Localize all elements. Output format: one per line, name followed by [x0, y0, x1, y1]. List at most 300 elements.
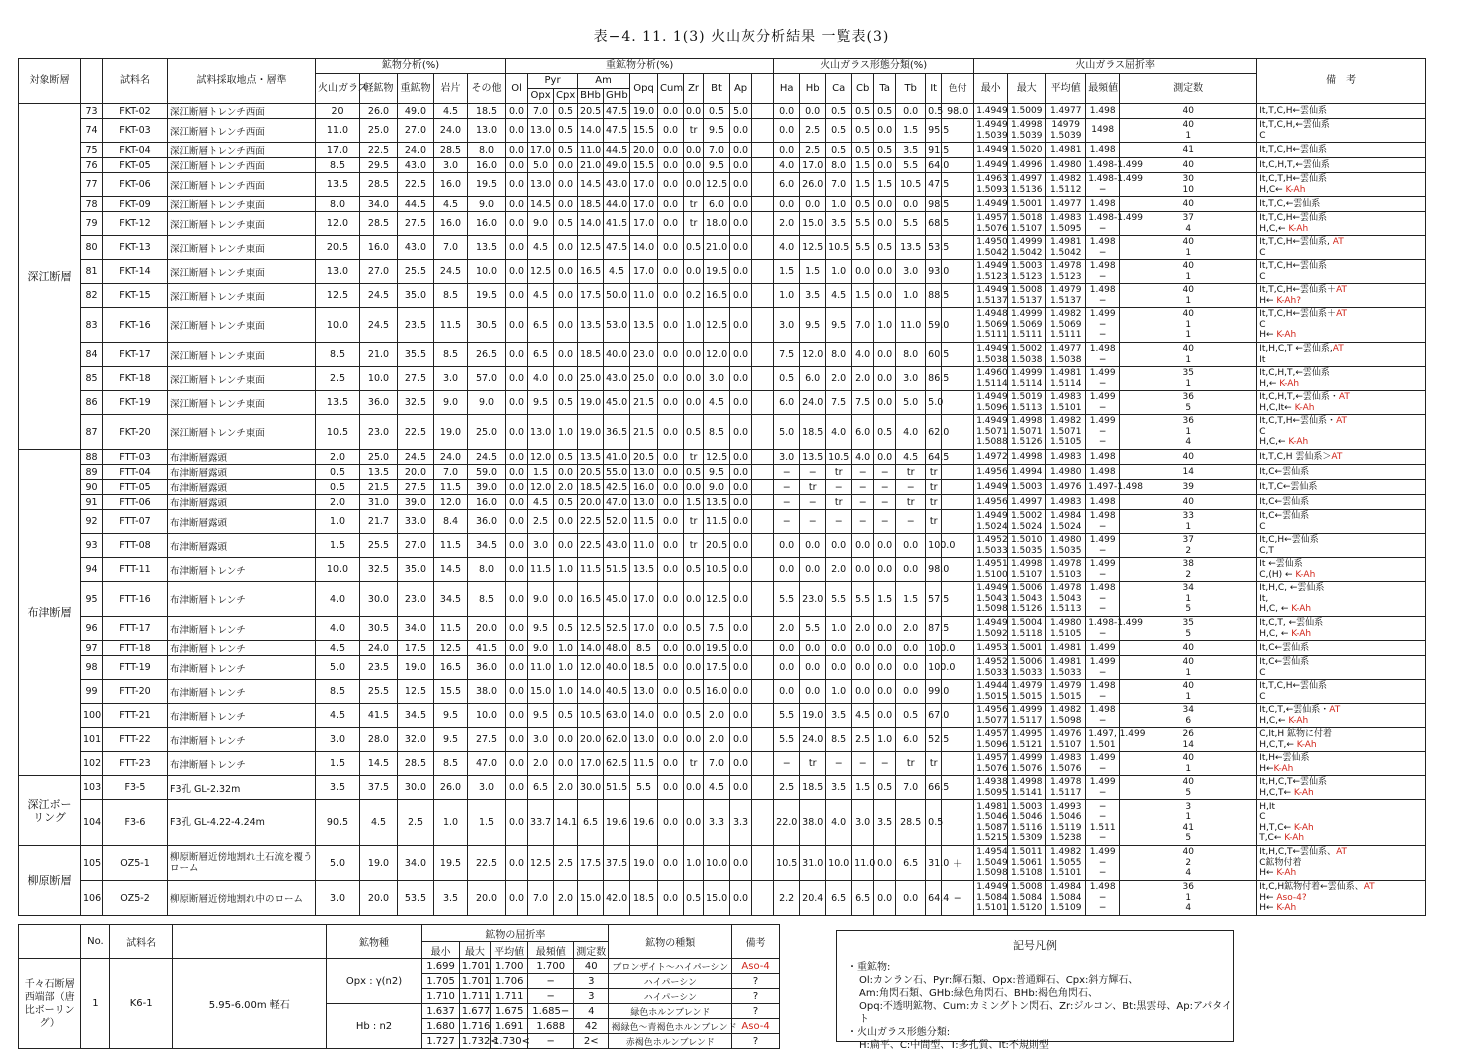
shape-value: 0.0: [874, 450, 896, 465]
heavy-value: tr: [684, 510, 704, 534]
heavy-value: 0.0: [658, 197, 684, 212]
row-no: 95: [81, 582, 103, 617]
heavy-value: 0.0: [506, 143, 528, 158]
remark-tephra: K-Ah: [1291, 628, 1312, 639]
heavy-value: 0.0: [730, 197, 752, 212]
refraction-line: 1.4982: [1049, 705, 1082, 715]
shape-value: 8.0: [826, 158, 852, 173]
heavy-extra: [752, 582, 774, 617]
symbol-legend: [836, 930, 1234, 1051]
refraction-line: 1: [1185, 378, 1192, 389]
shape-value: 3.0: [896, 260, 926, 284]
shape-value: 4.0: [852, 450, 874, 465]
heavy-value: 0.0: [554, 582, 578, 617]
remark-text: It,T,C,←雲仙系: [1259, 198, 1321, 209]
table-row: [19, 236, 1426, 260]
shape-value: 4.0: [896, 415, 926, 450]
refraction-line: 1: [1185, 521, 1192, 532]
heavy-value: 0.0: [506, 641, 528, 656]
heavy-value: 11.0: [630, 534, 658, 558]
refraction-line: 1.5123: [1010, 271, 1043, 282]
refraction-line: 40: [1182, 285, 1194, 295]
heavy-extra: [752, 173, 774, 197]
heavy-value: 0.0: [554, 343, 578, 367]
mineral-value: 13.0: [468, 119, 506, 143]
row-no: 88: [81, 450, 103, 465]
shape-value: −: [800, 465, 826, 480]
shape-value: 15.0: [800, 212, 826, 236]
heavy-value: 0.0: [506, 173, 528, 197]
refraction-line: 1.4949: [976, 481, 1008, 492]
heavy-value: 0.0: [506, 415, 528, 450]
refraction-value: [1008, 197, 1046, 212]
row-remarks: [1257, 752, 1426, 776]
shape-value: 0.0: [874, 534, 896, 558]
refraction-line: 1.4999: [1010, 368, 1043, 378]
heavy-value: 0.0: [684, 776, 704, 800]
shape-value: −: [852, 510, 874, 534]
header-remarks: 備 考: [1257, 59, 1426, 104]
row-location: 布津断層露頭: [168, 534, 316, 558]
heavy-value: 16.0: [704, 680, 730, 704]
refraction-line: 1.5008: [1010, 882, 1043, 893]
refraction-value: [1046, 236, 1086, 260]
heavy-value: 0.0: [506, 752, 528, 776]
header-sample: 試料名: [103, 59, 168, 104]
heavy-value: 4.5: [704, 391, 730, 415]
refraction-value: [1086, 534, 1120, 558]
header-location: 試料採取地点・層準: [168, 59, 316, 104]
refraction-line: 1.5018: [1010, 213, 1043, 223]
heavy-value: 11.0: [630, 284, 658, 308]
header-heavy-extra: [752, 74, 774, 104]
shape-value: 7.5: [774, 343, 800, 367]
shape-value: 0.5: [774, 367, 800, 391]
shape-value: 17.0: [800, 158, 826, 173]
shape-value: −: [774, 510, 800, 534]
refraction-line: 1.5114: [976, 378, 1008, 389]
refraction-line: −: [1098, 604, 1107, 615]
heavy-value: 0.0: [554, 236, 578, 260]
shape-value: −: [874, 510, 896, 534]
heavy-extra: [752, 846, 774, 881]
row-remarks: [1257, 510, 1426, 534]
heavy-value: 13.5: [578, 308, 604, 343]
heavy-value: 2.0: [554, 881, 578, 916]
row-remarks: [1257, 308, 1426, 343]
remark-text: It,C←雲仙系: [1259, 642, 1310, 653]
heavy-value: 4.5: [704, 776, 730, 800]
table-row: [19, 260, 1426, 284]
refraction-value: [1046, 343, 1086, 367]
refraction-line: 1.5009: [1010, 105, 1043, 116]
shape-value: 100.0: [926, 641, 942, 656]
shape-value: 0.0: [874, 656, 896, 680]
remark-text: It,: [1259, 593, 1269, 604]
bt-mineral: Opx : γ(n2): [326, 959, 422, 1004]
row-no: 96: [81, 617, 103, 641]
refraction-line: 1.5042: [1049, 247, 1082, 258]
refraction-line: 1.5006: [1010, 657, 1043, 667]
refraction-line: 1.511: [1089, 822, 1116, 833]
shape-value: 8.5: [826, 728, 852, 752]
shape-value: 0.0: [874, 197, 896, 212]
refraction-line: 14979: [1051, 120, 1080, 130]
shape-value: tr: [896, 752, 926, 776]
shape-value: 0.0: [896, 104, 926, 119]
refraction-value: [1008, 158, 1046, 173]
refraction-value: [1046, 260, 1086, 284]
shape-value: 13.5: [800, 450, 826, 465]
heavy-extra: [752, 260, 774, 284]
refraction-value: [974, 846, 1008, 881]
heavy-value: 0.0: [730, 534, 752, 558]
bt-header-no: No.: [81, 925, 110, 959]
shape-value: tr: [926, 752, 942, 776]
heavy-value: 13.0: [630, 465, 658, 480]
shape-value: 10.0: [826, 846, 852, 881]
refraction-value: [974, 284, 1008, 308]
heavy-value: 12.5: [704, 582, 730, 617]
refraction-line: −: [1098, 247, 1107, 258]
shape-value: 7.0: [896, 776, 926, 800]
heavy-value: 0.0: [658, 534, 684, 558]
mineral-value: 28.5: [360, 173, 398, 197]
mineral-value: 19.0: [398, 656, 434, 680]
row-location: 深江断層トレンチ西面: [168, 143, 316, 158]
table-row: [19, 158, 1426, 173]
mineral-value: 22.5: [398, 173, 434, 197]
mineral-value: 53.5: [398, 881, 434, 916]
refraction-value: [1086, 510, 1120, 534]
remark-text: It,C,H,T,←雲仙系: [1259, 159, 1330, 170]
heavy-value: 0.0: [684, 260, 704, 284]
heavy-value: 47.5: [604, 119, 630, 143]
header-heavy: 重鉱物分析(%): [506, 59, 774, 74]
heavy-extra: [752, 143, 774, 158]
shape-value: 0.0: [896, 881, 926, 916]
heavy-value: 0.0: [658, 881, 684, 916]
row-remarks: [1257, 343, 1426, 367]
header-shape-7: 色付: [942, 74, 974, 104]
remark-text: C: [1259, 130, 1266, 141]
refraction-line: 1.4996: [1010, 159, 1043, 170]
bt-value: ハイパーシン: [609, 989, 732, 1004]
row-location: 布津断層トレンチ: [168, 582, 316, 617]
heavy-value: 0.0: [730, 656, 752, 680]
refraction-line: 40: [1182, 237, 1194, 247]
heavy-value: 0.0: [506, 343, 528, 367]
refraction-value: [1008, 343, 1046, 367]
shape-value: 2.0: [774, 617, 800, 641]
refraction-line: 1.5046: [1010, 812, 1043, 822]
shape-value: [942, 465, 974, 480]
refraction-value: [974, 704, 1008, 728]
heavy-value: 0.0: [506, 582, 528, 617]
heavy-value: 62.0: [604, 728, 630, 752]
heavy-value: 0.0: [730, 367, 752, 391]
refraction-line: 1.5121: [1010, 739, 1043, 750]
refraction-line: 1.4949: [976, 392, 1008, 402]
refraction-value: [1008, 415, 1046, 450]
refraction-line: 1.5038: [976, 354, 1008, 365]
refraction-value: [974, 800, 1008, 846]
shape-value: 0.5: [874, 236, 896, 260]
refraction-line: 1.4983: [1049, 213, 1082, 223]
table-row: [19, 846, 1426, 881]
refraction-line: −: [1098, 426, 1107, 437]
heavy-value: 17.0: [630, 173, 658, 197]
header-heavy-6: Bt: [704, 74, 730, 104]
refraction-line: 1.499: [1089, 392, 1116, 402]
remark-tephra: AT: [1336, 309, 1348, 320]
table-row: [19, 143, 1426, 158]
refraction-line: 40: [1182, 777, 1194, 787]
heavy-value: 53.0: [604, 308, 630, 343]
refraction-line: 1.5123: [976, 271, 1008, 282]
mineral-value: 27.0: [360, 260, 398, 284]
row-sample: FKT-09: [103, 197, 168, 212]
shape-value: 64.4: [926, 881, 942, 916]
mineral-value: 3.0: [434, 367, 468, 391]
refraction-value: [1046, 680, 1086, 704]
heavy-value: 0.0: [554, 534, 578, 558]
mineral-value: 27.5: [398, 212, 434, 236]
remark-line: [1259, 882, 1423, 893]
bt-mineral: Hb : n2: [326, 1004, 422, 1049]
shape-value: 0.0: [896, 534, 926, 558]
mineral-value: 26.0: [434, 776, 468, 800]
refraction-value: [1120, 656, 1257, 680]
mineral-value: 33.0: [398, 510, 434, 534]
refraction-line: 1: [1185, 247, 1192, 258]
heavy-value: 18.5: [630, 656, 658, 680]
mineral-value: 8.4: [434, 510, 468, 534]
refraction-value: [1008, 367, 1046, 391]
refraction-line: 1.4984: [1049, 511, 1082, 521]
refraction-line: 1.5126: [1010, 437, 1043, 448]
refraction-value: [1120, 308, 1257, 343]
refraction-line: 1.5113: [1010, 402, 1043, 413]
refraction-line: 1.4954: [976, 847, 1008, 858]
refraction-line: 41: [1182, 144, 1194, 155]
row-remarks: [1257, 391, 1426, 415]
mineral-value: 19.0: [360, 846, 398, 881]
refraction-line: 1.5084: [1049, 892, 1082, 903]
row-sample: FKT-02: [103, 104, 168, 119]
heavy-value: 15.0: [704, 881, 730, 916]
row-location: 布津断層露頭: [168, 510, 316, 534]
remark-text: It,C,H←雲仙系: [1259, 535, 1319, 545]
mineral-value: 10.0: [360, 367, 398, 391]
shape-value: 0.0: [800, 104, 826, 119]
heavy-value: 14.0: [578, 680, 604, 704]
shape-value: 1.0: [826, 260, 852, 284]
heavy-value: 0.0: [684, 173, 704, 197]
mineral-value: 21.5: [360, 480, 398, 495]
heavy-value: 1.0: [554, 656, 578, 680]
shape-value: 4.0: [774, 236, 800, 260]
refraction-value: [974, 465, 1008, 480]
remark-text: H←: [1259, 330, 1277, 341]
refraction-value: [1008, 236, 1046, 260]
refraction-line: 1.5003: [1010, 481, 1043, 492]
heavy-value: 16.5: [578, 260, 604, 284]
refraction-line: 1.497, 1.499: [1088, 729, 1146, 739]
shape-value: 95.5: [926, 119, 942, 143]
mineral-value: 28.0: [360, 728, 398, 752]
refraction-line: 40: [1182, 120, 1194, 130]
heavy-value: 2.5: [528, 510, 554, 534]
heavy-value: 43.0: [604, 367, 630, 391]
row-location: 深江断層トレンチ西面: [168, 173, 316, 197]
refraction-value: [1046, 415, 1086, 450]
refraction-line: 1.499: [1089, 416, 1116, 427]
table-row: [19, 197, 1426, 212]
mineral-value: 22.5: [360, 143, 398, 158]
shape-value: 0.0: [874, 212, 896, 236]
refraction-line: 1.5126: [1010, 604, 1043, 615]
refraction-line: 1.5077: [976, 715, 1008, 726]
heavy-value: 0.0: [730, 465, 752, 480]
remark-line: [1259, 106, 1423, 117]
refraction-value: [1086, 776, 1120, 800]
heavy-value: 0.0: [684, 343, 704, 367]
remark-tephra: K-Ah: [1288, 437, 1309, 448]
remark-line: [1259, 309, 1423, 320]
heavy-value: 52.5: [604, 617, 630, 641]
row-no: 104: [81, 800, 103, 846]
refraction-line: 1: [1185, 593, 1192, 604]
row-no: 78: [81, 197, 103, 212]
refraction-line: 1.498: [1089, 344, 1116, 354]
refraction-line: 1.4948: [976, 309, 1008, 320]
shape-value: 12.5: [800, 236, 826, 260]
refraction-value: [1086, 881, 1120, 916]
refraction-value: [1008, 308, 1046, 343]
heavy-value: 19.0: [630, 846, 658, 881]
remark-line: [1259, 467, 1423, 478]
refraction-value: [1046, 158, 1086, 173]
remark-line: [1259, 416, 1423, 427]
mineral-value: 20.0: [398, 465, 434, 480]
mineral-value: 26.5: [468, 343, 506, 367]
heavy-extra: [752, 158, 774, 173]
remark-line: [1259, 559, 1423, 570]
heavy-value: 9.0: [704, 480, 730, 495]
shape-value: 0.0: [874, 881, 896, 916]
shape-value: 88.5: [926, 284, 942, 308]
heavy-extra: [752, 495, 774, 510]
refraction-line: 1.4979: [1049, 681, 1082, 691]
mineral-value: 12.5: [316, 284, 360, 308]
shape-value: 3.0: [774, 450, 800, 465]
bt-value: 1.732<: [459, 1034, 490, 1049]
mineral-value: 4.0: [316, 617, 360, 641]
heavy-value: 0.0: [506, 704, 528, 728]
heavy-value: 55.0: [604, 465, 630, 480]
refraction-line: −: [1098, 801, 1107, 812]
heavy-value: 12.5: [704, 450, 730, 465]
remark-line: [1259, 452, 1423, 463]
bt-value: 40: [574, 959, 609, 974]
shape-value: −: [800, 495, 826, 510]
header-refr-1: 最大: [1008, 74, 1046, 104]
refraction-value: [974, 534, 1008, 558]
remark-text: H,C, ←: [1259, 604, 1292, 615]
header-refr-4: 測定数: [1120, 74, 1257, 104]
heavy-value: 0.0: [684, 480, 704, 495]
remark-text: It,C,T, ←雲仙系: [1259, 618, 1324, 628]
heavy-value: 2.0: [704, 728, 730, 752]
mineral-value: 30.0: [360, 582, 398, 617]
heavy-extra: [752, 680, 774, 704]
heavy-value: 5.0: [730, 104, 752, 119]
heavy-value: 2.0: [528, 752, 554, 776]
heavy-value: 50.0: [604, 284, 630, 308]
header-shape-1: Hb: [800, 74, 826, 104]
refraction-line: 1.5069: [976, 319, 1008, 330]
heavy-value: 0.0: [658, 495, 684, 510]
bt-value: 2<: [574, 1034, 609, 1049]
header-shape-4: Ta: [874, 74, 896, 104]
heavy-value: 0.0: [684, 656, 704, 680]
shape-value: 12.0: [800, 343, 826, 367]
refraction-value: [1120, 752, 1257, 776]
refraction-line: 1.4981: [1049, 642, 1082, 653]
heavy-value: 0.0: [658, 728, 684, 752]
refraction-line: 1.5002: [1010, 511, 1043, 521]
remark-text: H,C,T←: [1259, 787, 1294, 798]
refraction-line: 1.5071: [1049, 426, 1082, 437]
refraction-value: [1120, 776, 1257, 800]
heavy-value: 0.5: [554, 704, 578, 728]
remark-line: [1259, 604, 1423, 615]
row-sample: FKT-04: [103, 143, 168, 158]
mineral-value: 9.5: [434, 704, 468, 728]
refraction-value: [1120, 197, 1257, 212]
heavy-value: 0.0: [658, 308, 684, 343]
row-no: 76: [81, 158, 103, 173]
shape-value: 0.0: [800, 197, 826, 212]
bt-value: 1.711: [490, 989, 527, 1004]
bt-value: ?: [732, 1004, 780, 1019]
heavy-value: 8.5: [630, 641, 658, 656]
shape-value: 0.5: [852, 119, 874, 143]
remark-tephra: Aso-4?: [1276, 892, 1307, 903]
remark-line: [1259, 296, 1423, 307]
refraction-line: 1.5093: [976, 184, 1008, 195]
heavy-value: 0.0: [658, 450, 684, 465]
header-mineral: 鉱物分析(%): [316, 59, 506, 74]
header-no: [81, 59, 103, 104]
refraction-line: 37: [1182, 535, 1194, 545]
refraction-line: 1.5120: [1010, 903, 1043, 914]
remark-line: [1259, 437, 1423, 448]
mineral-value: 16.0: [468, 212, 506, 236]
remark-line: [1259, 729, 1423, 740]
heavy-value: 19.0: [578, 415, 604, 450]
refraction-line: 1.5033: [1010, 667, 1043, 678]
refraction-line: 1.5046: [1049, 812, 1082, 822]
bt-value: Aso-4: [732, 959, 780, 974]
table-row: [19, 510, 1426, 534]
refraction-line: 5: [1185, 833, 1192, 843]
heavy-value: 0.0: [730, 617, 752, 641]
shape-value: 4.0: [826, 415, 852, 450]
refraction-line: 1.5038: [1010, 354, 1043, 365]
refraction-line: 1.4999: [1010, 309, 1043, 320]
